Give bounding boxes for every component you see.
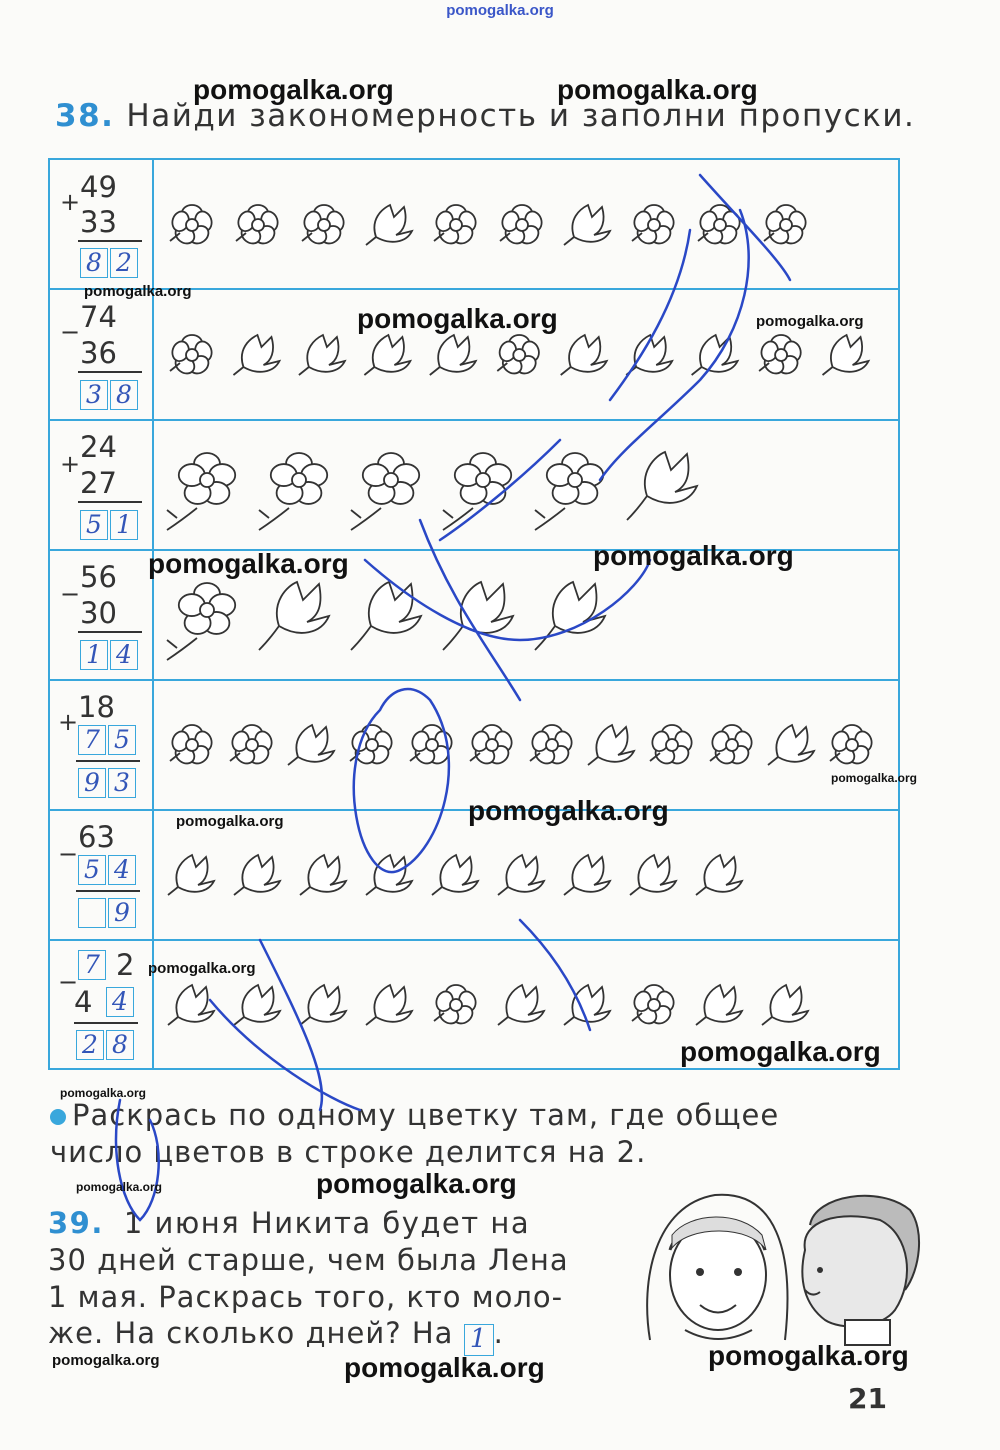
bell-flower-icon[interactable] bbox=[627, 452, 697, 520]
answer-digit-box[interactable]: 9 bbox=[78, 768, 106, 798]
flower-icon[interactable] bbox=[632, 985, 676, 1027]
flower-icon[interactable] bbox=[230, 725, 274, 767]
task-39-text: 1 июня Никита будет на bbox=[123, 1206, 531, 1240]
watermark: pomogalka.org bbox=[176, 813, 284, 830]
bell-flower-icon[interactable] bbox=[696, 855, 742, 895]
bell-flower-icon[interactable] bbox=[443, 582, 513, 650]
flower-icon[interactable] bbox=[650, 725, 694, 767]
watermark: pomogalka.org bbox=[148, 960, 256, 977]
bell-flower-icon[interactable] bbox=[234, 985, 280, 1025]
operand-b: 27 bbox=[80, 466, 117, 500]
watermark: pomogalka.org bbox=[148, 548, 349, 579]
sum-line bbox=[76, 890, 140, 892]
operand-b: 36 bbox=[80, 336, 117, 370]
boy-nikita-drawing[interactable] bbox=[802, 1196, 919, 1345]
operand-digit: 2 bbox=[116, 948, 135, 982]
operand-b: 33 bbox=[80, 205, 117, 239]
flower-icon[interactable] bbox=[497, 335, 541, 377]
operation-sign: − bbox=[58, 840, 79, 868]
bell-flower-icon[interactable] bbox=[432, 855, 478, 895]
flower-icon[interactable] bbox=[170, 725, 214, 767]
bell-flower-icon[interactable] bbox=[430, 335, 476, 375]
flower-row bbox=[162, 825, 892, 935]
flower-icon[interactable] bbox=[764, 205, 808, 247]
flower-icon[interactable] bbox=[236, 205, 280, 247]
flower-icon[interactable] bbox=[170, 335, 214, 377]
flower-icon[interactable] bbox=[434, 985, 478, 1027]
answer-digit-box[interactable]: 3 bbox=[108, 768, 136, 798]
flower-icon[interactable] bbox=[470, 725, 514, 767]
operation-sign: + bbox=[60, 188, 81, 216]
sum-line bbox=[76, 760, 140, 762]
sum-line bbox=[78, 501, 142, 503]
flower-icon[interactable] bbox=[443, 453, 511, 530]
answer-digit-box[interactable]: 1 bbox=[80, 640, 108, 670]
instruction-line-1: Раскрась по одному цветку там, где общее bbox=[72, 1098, 780, 1132]
operand-b: 30 bbox=[80, 596, 117, 630]
bell-flower-icon[interactable] bbox=[234, 855, 280, 895]
watermark: pomogalka.org bbox=[593, 540, 794, 571]
sum-line bbox=[78, 371, 142, 373]
bell-flower-icon[interactable] bbox=[768, 725, 814, 765]
bell-flower-icon[interactable] bbox=[498, 985, 544, 1025]
bell-flower-icon[interactable] bbox=[366, 985, 412, 1025]
watermark: pomogalka.org bbox=[831, 771, 918, 785]
answer-digit-box[interactable]: 3 bbox=[80, 380, 108, 410]
operand-digit-box[interactable]: 7 bbox=[78, 950, 106, 980]
bell-flower-icon[interactable] bbox=[692, 335, 738, 375]
bell-flower-icon[interactable] bbox=[823, 335, 869, 375]
operand-a: 49 bbox=[80, 170, 117, 204]
answer-digit-box[interactable]: 8 bbox=[110, 380, 138, 410]
answer-digit-box[interactable]: 9 bbox=[108, 898, 136, 928]
bell-flower-icon[interactable] bbox=[588, 725, 634, 765]
bell-flower-icon[interactable] bbox=[561, 335, 607, 375]
bell-flower-icon[interactable] bbox=[168, 985, 214, 1025]
task-38-number: 38. bbox=[55, 98, 115, 134]
bell-flower-icon[interactable] bbox=[535, 582, 605, 650]
bell-flower-icon[interactable] bbox=[300, 855, 346, 895]
bell-flower-icon[interactable] bbox=[564, 985, 610, 1025]
bell-flower-icon[interactable] bbox=[564, 855, 610, 895]
operand-a: 74 bbox=[80, 300, 117, 334]
bell-flower-icon[interactable] bbox=[351, 582, 421, 650]
bullet-dot-icon bbox=[50, 1109, 66, 1125]
page-number: 21 bbox=[848, 1382, 887, 1415]
flower-icon[interactable] bbox=[530, 725, 574, 767]
period: . bbox=[493, 1316, 504, 1350]
watermark: pomogalka.org bbox=[357, 303, 558, 334]
operand-digit-box[interactable]: 4 bbox=[106, 987, 134, 1017]
operand-digit: 4 bbox=[74, 985, 93, 1019]
bell-flower-icon[interactable] bbox=[288, 725, 334, 765]
answer-digit-box[interactable]: 8 bbox=[80, 248, 108, 278]
bell-flower-icon[interactable] bbox=[366, 205, 412, 245]
bell-flower-icon[interactable] bbox=[233, 335, 279, 375]
bell-flower-icon[interactable] bbox=[696, 985, 742, 1025]
girl-lena-drawing[interactable] bbox=[647, 1195, 787, 1340]
operand-digit-box[interactable]: 4 bbox=[108, 855, 136, 885]
flower-icon[interactable] bbox=[410, 725, 454, 767]
flower-icon[interactable] bbox=[350, 725, 394, 767]
operand-a: 63 bbox=[78, 820, 115, 854]
flower-row bbox=[162, 435, 892, 545]
days-answer-box[interactable]: 1 bbox=[464, 1324, 494, 1356]
flower-icon[interactable] bbox=[167, 583, 235, 660]
flower-icon[interactable] bbox=[698, 205, 742, 247]
flower-row bbox=[162, 565, 892, 675]
bell-flower-icon[interactable] bbox=[498, 855, 544, 895]
bell-flower-icon[interactable] bbox=[259, 582, 329, 650]
operand-digit-box[interactable]: 7 bbox=[78, 725, 106, 755]
operation-sign: − bbox=[58, 968, 79, 996]
flower-icon[interactable] bbox=[167, 453, 235, 530]
task-39-line-1 bbox=[48, 1206, 530, 1240]
flower-row bbox=[162, 695, 892, 805]
flower-icon[interactable] bbox=[632, 205, 676, 247]
flower-icon[interactable] bbox=[434, 205, 478, 247]
bell-flower-icon[interactable] bbox=[168, 855, 214, 895]
operation-sign: − bbox=[60, 318, 81, 346]
flower-icon[interactable] bbox=[535, 453, 603, 530]
watermark: pomogalka.org bbox=[557, 74, 758, 105]
coloring-instruction bbox=[50, 1098, 779, 1132]
bell-flower-icon[interactable] bbox=[630, 855, 676, 895]
task-38-heading bbox=[55, 98, 915, 134]
operation-sign: + bbox=[58, 708, 79, 736]
answer-digit-box[interactable]: 5 bbox=[80, 510, 108, 540]
task-39-line-2: 30 дней старше, чем была Лена bbox=[48, 1243, 569, 1277]
watermark: pomogalka.org bbox=[680, 1036, 881, 1067]
bell-flower-icon[interactable] bbox=[300, 985, 346, 1025]
answer-digit-box[interactable] bbox=[78, 898, 106, 928]
bell-flower-icon[interactable] bbox=[564, 205, 610, 245]
watermark: pomogalka.org bbox=[60, 1086, 147, 1100]
task-39-question: же. На сколько дней? На bbox=[48, 1316, 454, 1350]
instruction-line-2: число цветов в строке делится на 2. bbox=[50, 1135, 647, 1169]
sum-line bbox=[74, 1022, 138, 1024]
task-39-line-3: 1 мая. Раскрась того, кто моло- bbox=[48, 1280, 564, 1314]
flower-icon[interactable] bbox=[259, 453, 327, 530]
children-illustration bbox=[640, 1180, 930, 1350]
watermark: pomogalka.org bbox=[193, 74, 394, 105]
answer-digit-box[interactable]: 1 bbox=[110, 510, 138, 540]
sum-line bbox=[78, 631, 142, 633]
answer-digit-box[interactable]: 8 bbox=[106, 1030, 134, 1060]
sum-line bbox=[78, 240, 142, 242]
watermark: pomogalka.org bbox=[708, 1340, 909, 1371]
answer-digit-box[interactable]: 2 bbox=[76, 1030, 104, 1060]
row-separator bbox=[48, 419, 900, 421]
operand-a: 24 bbox=[80, 430, 117, 464]
bell-flower-icon[interactable] bbox=[366, 855, 412, 895]
flower-icon[interactable] bbox=[351, 453, 419, 530]
operand-digit-box[interactable]: 5 bbox=[108, 725, 136, 755]
watermark: pomogalka.org bbox=[468, 795, 669, 826]
watermark: pomogalka.org bbox=[52, 1352, 160, 1369]
watermark: pomogalka.org bbox=[84, 283, 192, 300]
flower-icon[interactable] bbox=[710, 725, 754, 767]
operation-sign: − bbox=[60, 580, 81, 608]
operand-a: 18 bbox=[78, 690, 115, 724]
bell-flower-icon[interactable] bbox=[762, 985, 808, 1025]
watermark: pomogalka.org bbox=[316, 1168, 517, 1199]
flower-icon[interactable] bbox=[830, 725, 874, 767]
answer-digit-box[interactable]: 4 bbox=[110, 640, 138, 670]
operand-digit-box[interactable]: 5 bbox=[78, 855, 106, 885]
bell-flower-icon[interactable] bbox=[299, 335, 345, 375]
flower-icon[interactable] bbox=[302, 205, 346, 247]
answer-digit-box[interactable]: 2 bbox=[110, 248, 138, 278]
watermark: pomogalka.org bbox=[76, 1180, 163, 1194]
watermark: pomogalka.org bbox=[344, 1352, 545, 1383]
task-38-title: Найди закономерность и заполни пропуски. bbox=[126, 98, 916, 134]
watermark: pomogalka.org bbox=[756, 313, 864, 330]
task-39-line-4 bbox=[48, 1316, 504, 1356]
flower-icon[interactable] bbox=[170, 205, 214, 247]
task-39-number: 39. bbox=[48, 1206, 104, 1240]
operand-a: 56 bbox=[80, 560, 117, 594]
row-separator bbox=[48, 679, 900, 681]
flower-icon[interactable] bbox=[759, 335, 803, 377]
bell-flower-icon[interactable] bbox=[626, 335, 672, 375]
bell-flower-icon[interactable] bbox=[364, 335, 410, 375]
row-separator bbox=[48, 939, 900, 941]
flower-icon[interactable] bbox=[500, 205, 544, 247]
operation-sign: + bbox=[60, 450, 81, 478]
flower-row bbox=[162, 175, 892, 285]
top-watermark: pomogalka.org bbox=[446, 2, 554, 19]
